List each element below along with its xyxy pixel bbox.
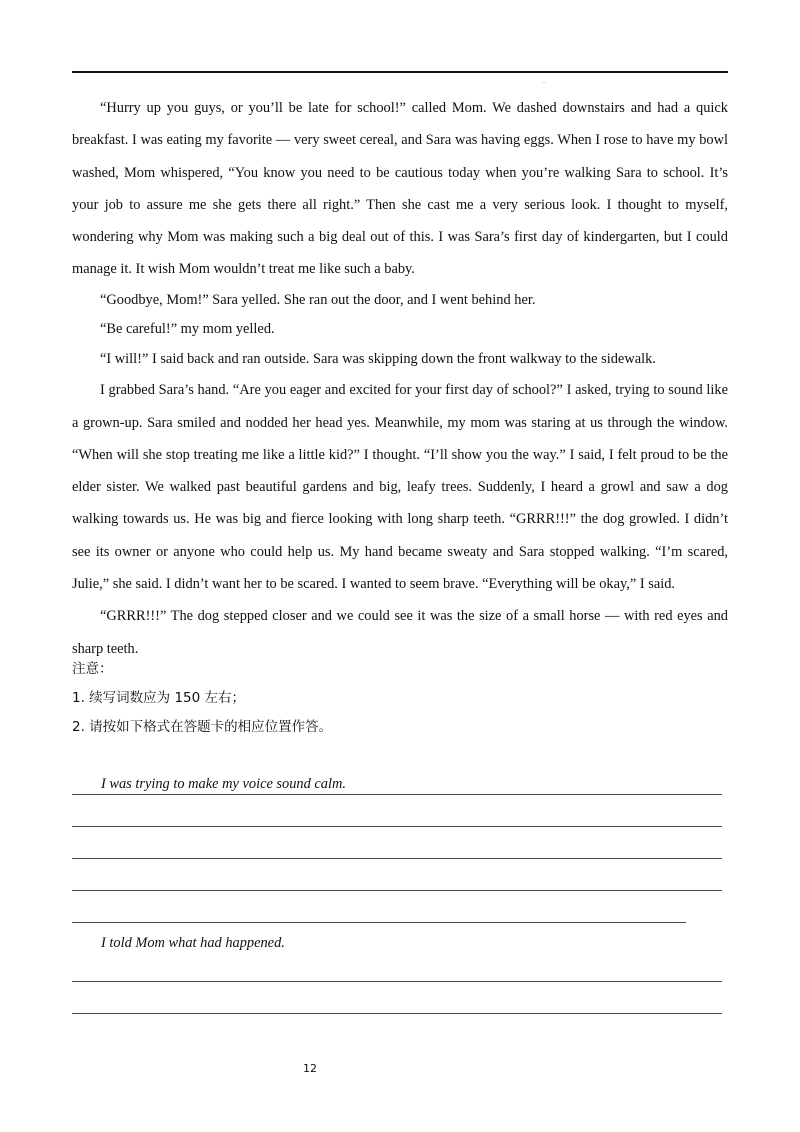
story-paragraph-3: “Be careful!” my mom yelled.	[100, 321, 275, 338]
writing-line[interactable]	[72, 826, 722, 827]
notes-item-1: 1. 续写词数应为 150 左右；	[72, 690, 246, 706]
story-paragraph-1: “Hurry up you guys, or you’ll be late for school!” called Mom. We dashed downstairs and had a quick breakfast. I was eating my favorite — very sweet cereal, and Sara was having eggs. When I rose to have my bowl washed, Mom whispered, “You know you need to be cautious today when you’re walking Sara to school. It’s your job to assure me she gets there all right.” Then she cast me a very serious look. I thought to myself, wondering why Mom was making such a big deal out of this. I was Sara’s first day of kindergarten, but I could manage it. It wish Mom wouldn’t treat me like such a baby.	[72, 100, 728, 278]
writing-line[interactable]	[72, 922, 686, 923]
header-rule	[72, 71, 728, 73]
story-paragraph-2: “Goodbye, Mom!” Sara yelled. She ran out the door, and I went behind her.	[100, 291, 536, 308]
writing-line[interactable]	[72, 1013, 722, 1014]
story-paragraph-5: I grabbed Sara’s hand. “Are you eager and excited for your first day of school?” I asked, trying to sound like a grown-up. Sara smiled and nodded her head yes. Meanwhile, my mom was staring at us through the window. “When will she stop treating me like a little kid?” I thought. “I’ll show you the way.” I said, I felt proud to be the elder sister. We walked past beautiful gardens and big, leafy trees. Suddenly, I heard a growl and saw a dog walking towards us. He was big and fierce looking with long sharp teeth. “GRRR!!!” the dog growled. I didn’t see its owner or anyone who could help us. My hand became sweaty and Sara stopped walking. “I’m scared, Julie,” she said. I didn’t want her to be scared. I wanted to seem brave. “Everything will be okay,” I said.	[72, 382, 728, 593]
page-number: 12	[303, 1062, 317, 1075]
writing-line[interactable]	[72, 890, 722, 891]
paragraph-1-prompt: I was trying to make my voice sound calm.	[101, 776, 346, 792]
paragraph-2-prompt: I told Mom what had happened.	[101, 935, 285, 951]
writing-line[interactable]	[72, 858, 722, 859]
writing-line[interactable]	[72, 981, 722, 982]
story-text	[72, 92, 728, 665]
writing-line[interactable]	[72, 794, 722, 795]
notes-section	[72, 655, 728, 742]
notes-heading: 注意：	[72, 661, 113, 677]
story-paragraph-6: “GRRR!!!” The dog stepped closer and we could see it was the size of a small horse — with red eyes and sharp teeth.	[72, 608, 728, 657]
story-paragraph-4: “I will!” I said back and ran outside. Sara was skipping down the front walkway to the sidewalk.	[100, 350, 656, 367]
header-dot: .	[543, 76, 545, 85]
notes-item-2: 2. 请按如下格式在答题卡的相应位置作答。	[72, 719, 333, 735]
